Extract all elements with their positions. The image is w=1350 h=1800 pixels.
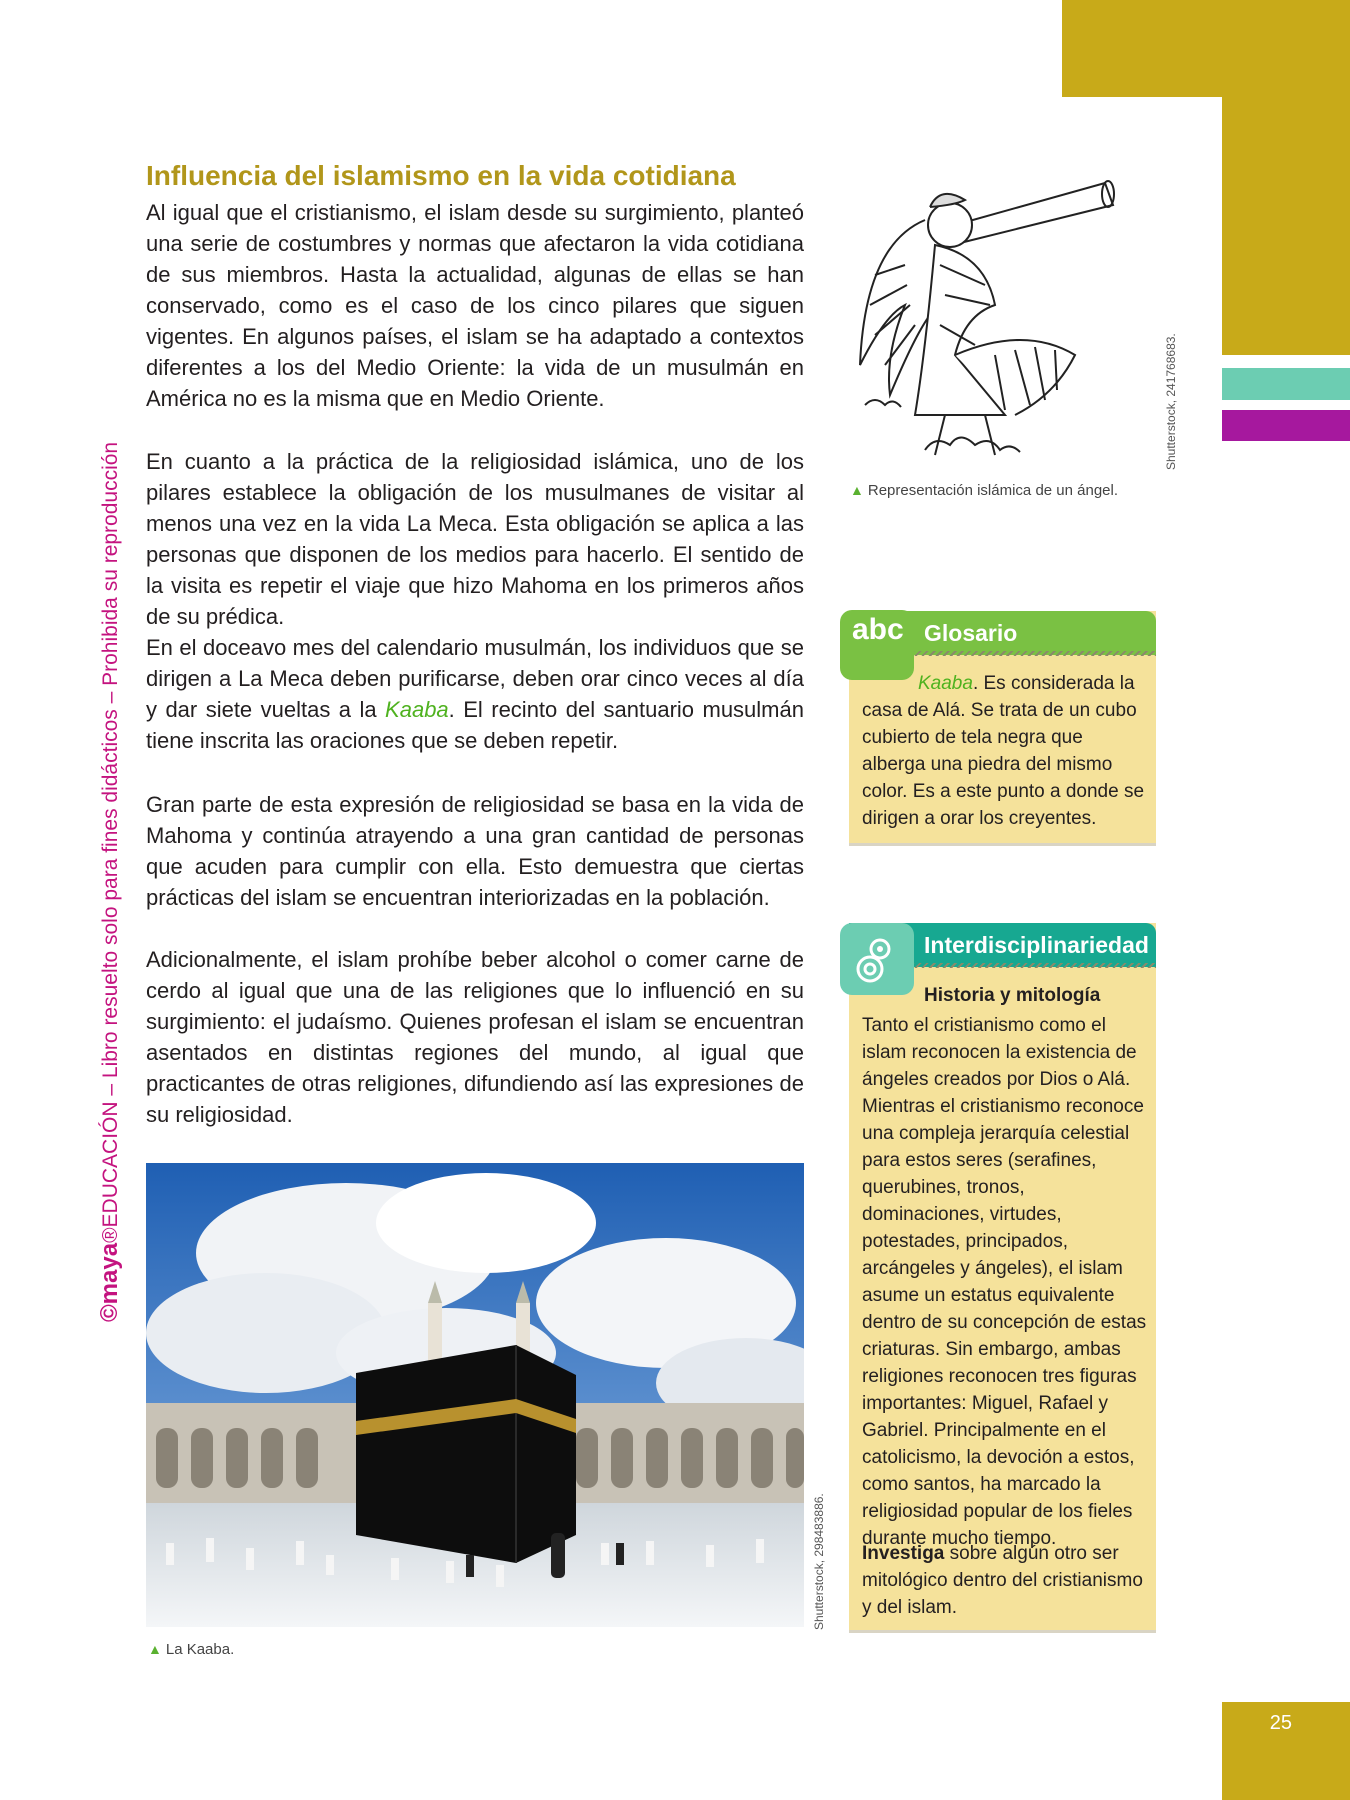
caption-triangle-icon: ▲ <box>148 1641 162 1657</box>
kaaba-caption-text: La Kaaba. <box>165 1641 235 1658</box>
glossary-term: Kaaba <box>918 673 973 694</box>
paragraph-3-start: En el doceavo mes del calendario musulmán, los individuos que se dirigen a La Meca deben purificarse, deben orar cinco veces al día y dar siete vueltas a la <box>146 635 804 722</box>
research-task-verb: Investiga <box>862 1543 945 1564</box>
glossary-definition-text: . Es considerada la casa de Alá. Se trata de un cubo cubierto de tela negra que alberga una piedra del mismo color. Es a este punto a donde se dirigen a orar los creyentes. <box>862 673 1145 829</box>
paragraph-1: Al igual que el cristianismo, el islam desde su surgimiento, planteó una serie de costumbres y normas que afectaron la vida cotidiana de sus miembros. Hasta la actualidad, algunas de ellas se han conservado, como es el caso de los cinco pilares que siguen vigentes. En algunos países, el islam se ha adaptado a contextos diferentes a los del Medio Oriente: la vida de un musulmán en América no es la misma que en Medio Oriente. <box>146 200 804 411</box>
kaaba-caption <box>148 1641 234 1658</box>
kaaba-photo <box>146 1163 804 1627</box>
copyright-side-text <box>96 442 124 1322</box>
angel-caption-text: Representación islámica de un ángel. <box>867 482 1119 499</box>
angel-image-credit: Shutterstock, 241768683. <box>1164 333 1178 470</box>
kaaba-image-credit: Shutterstock, 298483886. <box>812 1493 826 1630</box>
decorative-olive-bar-top <box>1062 0 1350 97</box>
copyright-notice: ®EDUCACIÓN – Libro resuelto solo para fines didácticos – Prohibida su reproducción <box>99 441 122 1243</box>
angel-caption <box>850 482 1118 499</box>
glossary-definition <box>862 670 1148 832</box>
paragraph-4: Gran parte de esta expresión de religiosidad se basa en la vida de Mahoma y continúa atrayendo a una gran cantidad de personas que acuden para cumplir con ella. Esto demuestra que ciertas prácticas del islam se encuentran interiorizadas en la población. <box>146 792 804 910</box>
glossary-header-hatch <box>912 651 1156 656</box>
paragraph-3-end: . El recinto del santuario musulmán tiene inscrita las oraciones que se deben repetir. <box>146 697 804 753</box>
interdisciplinary-text: Tanto el cristianismo como el islam reconocen la existencia de ángeles creados por Dios o Alá. Mientras el cristianismo reconoce una compleja jerarquía celestial para estos seres (serafines, querubines, tronos, dominaciones, virtudes, potestades, principados, arcángeles y ángeles), el islam asume un estatus equivalente dentro de su concepción de estas criaturas. Sin embargo, ambas religiones reconocen tres figuras importantes: Miguel, Rafael y Gabriel. Principalmente en el catolicismo, la devoción a estos, como santos, ha marcado la religiosidad popular de los fieles durante mucho tiempo. <box>862 1015 1147 1549</box>
glossary-term-kaaba: Kaaba <box>385 697 449 722</box>
decorative-olive-bar-right <box>1222 97 1350 355</box>
paragraph-2: En cuanto a la práctica de la religiosidad islámica, uno de los pilares establece la obligación de los musulmanes de visitar al menos una vez en la vida La Meca. Esta obligación se aplica a las personas que disponen de los medios para hacerlo. El sentido de la visita es repetir el viaje que hizo Mahoma en los primeros años de su prédica. <box>146 449 804 629</box>
paragraph-3 <box>146 632 804 756</box>
target-rings-icon <box>840 923 914 995</box>
interdisciplinary-subtitle: Historia y mitología <box>924 985 1101 1006</box>
publisher-brand: ©maya <box>96 1242 123 1322</box>
section-title: Influencia del islamismo en la vida cotidiana <box>146 160 736 191</box>
glossary-title: Glosario <box>924 620 1018 646</box>
page-number: 25 <box>1269 1712 1292 1734</box>
caption-triangle-icon: ▲ <box>850 482 864 498</box>
decorative-magenta-bar <box>1222 410 1350 441</box>
paragraph-5: Adicionalmente, el islam prohíbe beber alcohol o comer carne de cerdo al igual que una de las religiones que lo influenció en su surgimiento: el judaísmo. Quienes profesan el islam se encuentran asentados en distintas regiones del mundo, al igual que practicantes de otras religiones, difundiendo así las expresiones de su religiosidad. <box>146 947 804 1127</box>
research-task-text: sobre algún otro ser mitológico dentro del cristianismo y del islam. <box>862 1543 1143 1618</box>
interdisciplinary-header-hatch <box>912 963 1156 968</box>
research-task <box>862 1540 1152 1621</box>
angel-illustration <box>845 165 1165 465</box>
interdisciplinary-title: Interdisciplinariedad <box>924 932 1149 958</box>
abc-icon-letters: abc <box>852 613 904 646</box>
decorative-teal-bar <box>1222 368 1350 400</box>
